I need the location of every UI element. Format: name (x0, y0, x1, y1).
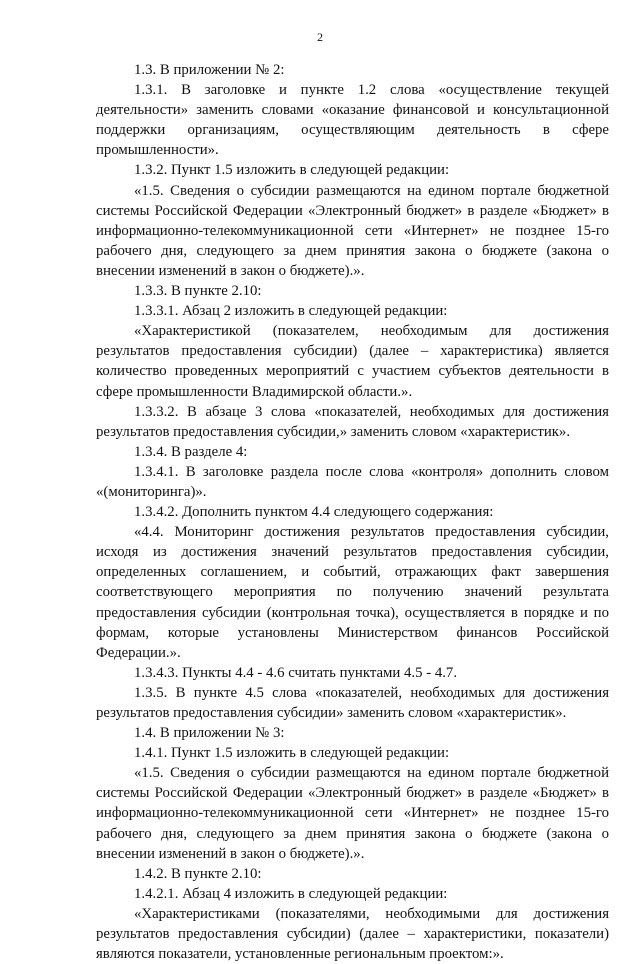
paragraph-1-4: 1.4. В приложении № 3: (134, 725, 285, 742)
paragraph-1-3-1: 1.3.1. В заголовке и пункте 1.2 слова «осуществление текущей деятельности» заменить словами «оказание финансовой и консультационной поддержки организациям, осуществляющим деятельность в сфере промышленности». (96, 82, 609, 159)
paragraph-1-3-4-1: 1.3.4.1. В заголовке раздела после слова «контроля» дополнить словом «(мониторинга)». (96, 463, 609, 500)
document-body (96, 60, 609, 964)
paragraph-1-3-4: 1.3.4. В разделе 4: (134, 443, 248, 460)
quoted-paragraph-characteristic: «Характеристикой (показателем, необходимым для достижения результатов предоставления субсидии) (далее – характеристика) является количество проведенных мероприятий с участием субъектов деятельности в сфере промышленности Владимирской области.». (96, 323, 609, 400)
paragraph-1-3-4-2: 1.3.4.2. Дополнить пунктом 4.4 следующего содержания: (134, 504, 494, 521)
paragraph-1-4-2-1: 1.4.2.1. Абзац 4 изложить в следующей редакции: (134, 885, 448, 902)
paragraph-1-3: 1.3. В приложении № 2: (134, 62, 285, 78)
quoted-paragraph-1-5-appendix-3: «1.5. Сведения о субсидии размещаются на едином портале бюджетной системы Российской Федерации «Электронный бюджет» в разделе «Бюджет» в информационно-телекоммуникационной сети «Интернет» не позднее 15-го рабочего дня, следующего за днем принятия закона о бюджете (закона о внесении изменений в закон о бюджете).». (96, 765, 609, 862)
quoted-paragraph-4-4: «4.4. Мониторинг достижения результатов предоставления субсидии, исходя из достижения значений результатов предоставления субсидии, определенных соглашением, и событий, отражающих факт завершения соответствующего мероприятия по получению значений результата предоставления субсидии (контрольная точка), осуществляется в порядке и по формам, которые установлены Министерством финансов Российской Федерации.». (96, 524, 609, 661)
paragraph-1-3-3-1: 1.3.3.1. Абзац 2 изложить в следующей редакции: (134, 303, 448, 320)
paragraph-1-4-2: 1.4.2. В пункте 2.10: (134, 865, 262, 882)
page-number: 2 (317, 30, 323, 44)
paragraph-1-3-5: 1.3.5. В пункте 4.5 слова «показателей, необходимых для достижения результатов предоставления субсидии» заменить словом «характеристик». (96, 684, 609, 721)
paragraph-1-3-2: 1.3.2. Пункт 1.5 изложить в следующей редакции: (134, 162, 450, 179)
paragraph-1-3-3-2: 1.3.3.2. В абзаце 3 слова «показателей, необходимых для достижения результатов предоставления субсидии,» заменить словом «характеристик». (96, 403, 609, 440)
paragraph-1-3-3: 1.3.3. В пункте 2.10: (134, 283, 262, 300)
quoted-paragraph-1-5: «1.5. Сведения о субсидии размещаются на едином портале бюджетной системы Российской Федерации «Электронный бюджет» в разделе «Бюджет» в информационно-телекоммуникационной сети «Интернет» не позднее 15-го рабочего дня, следующего за днем принятия закона о бюджете (закона о внесении изменений в закон о бюджете).». (96, 182, 609, 279)
paragraph-1-4-1: 1.4.1. Пункт 1.5 изложить в следующей редакции: (134, 745, 450, 762)
quoted-paragraph-characteristics: «Характеристиками (показателями, необходимыми для достижения результатов предоставления субсидии) (далее – характеристики, показатели) являются показатели, установленные региональным проектом:». (96, 905, 609, 963)
paragraph-1-3-4-3: 1.3.4.3. Пункты 4.4 - 4.6 считать пунктами 4.5 - 4.7. (134, 664, 458, 681)
